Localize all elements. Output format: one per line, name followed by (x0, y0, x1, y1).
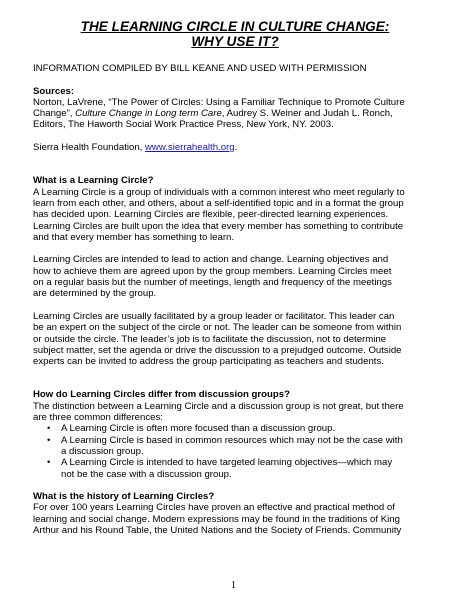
list-item-text: A Learning Circle is intended to have targeted learning objectives—which may (61, 457, 393, 469)
source-1-line-3: Editors, The Haworth Social Work Practice Press, New York, NY. 2003. (33, 119, 334, 131)
text-line: on a regular basis but the number of meetings, length and frequency of the meetings (33, 277, 392, 289)
text-line: has decided upon. Learning Circles are flexible, peer-directed learning experiences. (33, 209, 389, 221)
differences-list (33, 423, 437, 479)
history-paragraph-1 (33, 502, 437, 536)
source-1-line-2-post: , Audrey S. Weiner and Judah L. Ronch, (221, 108, 393, 120)
text-line: For over 100 years Learning Circles have proven an effective and practical method of (33, 502, 395, 514)
sources-heading: Sources: (33, 85, 75, 97)
source-1-line-2-pre: Change”, (33, 108, 76, 120)
source-2-pre: Sierra Health Foundation, (33, 142, 145, 154)
source-1-line-2 (33, 108, 437, 119)
text-line: Learning Circles are built upon the idea that every member has something to contribute (33, 220, 404, 232)
text-line: how to achieve them are agreed upon by the group members. Learning Circles meet (33, 265, 392, 277)
text-line: or outside the circle. The leader’s job is to facilitate the discussion, not to determine (33, 333, 387, 345)
list-item-text: A Learning Circle is often more focused than a discussion group. (61, 423, 336, 435)
bullet-icon: • (47, 434, 51, 446)
list-item (33, 435, 437, 458)
text-line: are determined by the group. (33, 288, 157, 300)
text-line: learning and social change. Modern expressions may be found in the traditions of King (33, 513, 400, 525)
what-is-paragraph-2 (33, 254, 437, 299)
source-2-post: . (234, 142, 238, 154)
what-is-heading: What is a Learning Circle? (33, 175, 154, 187)
source-2 (33, 142, 437, 153)
list-item (33, 423, 437, 434)
text-line: experts can be invited to address the group participating as teachers and students. (33, 356, 384, 368)
source-1-line-1: Norton, LaVrene, “The Power of Circles: Using a Familiar Technique to Promote Culture (33, 96, 405, 108)
bullet-icon: • (47, 423, 51, 435)
text-line: and that every member has something to learn. (33, 231, 235, 243)
bullet-icon: • (47, 457, 51, 469)
text-line: Learning Circles are intended to lead to action and change. Learning objectives and (33, 254, 389, 266)
source-1-book-title: Culture Change in Long term Care (75, 108, 222, 120)
text-line: The distinction between a Learning Circle and a discussion group is not great, but there (33, 400, 404, 412)
list-item (33, 457, 437, 480)
history-heading: What is the history of Learning Circles? (33, 491, 215, 503)
list-item-text: A Learning Circle is based in common resources which may not be the case with (61, 434, 403, 446)
what-is-paragraph-3 (33, 311, 437, 367)
text-line: Learning Circles are usually facilitated by a group leader or facilitator. This leader can (33, 310, 395, 322)
text-line: are three common differences: (33, 412, 163, 424)
what-is-paragraph-1 (33, 187, 437, 243)
differ-intro (33, 401, 437, 424)
text-line: be an expert on the subject of the circle or not. The leader can be someone from within (33, 322, 402, 334)
sierra-health-link[interactable]: www.sierrahealth.org (145, 142, 235, 154)
text-line: A Learning Circle is a group of individuals with a common interest who meet regularly to (33, 186, 405, 198)
document-title-line-1: THE LEARNING CIRCLE IN CULTURE CHANGE: (80, 19, 390, 34)
text-line: learn from each other, and others, about a self-identified topic and in a format the group (33, 197, 404, 209)
list-item-text: a discussion group. (61, 445, 144, 457)
document-title-line-2: WHY USE IT? (191, 34, 279, 49)
list-item-text: not be the case with a discussion group. (61, 468, 232, 480)
differ-heading: How do Learning Circles differ from discussion groups? (33, 389, 290, 401)
page-number: 1 (231, 580, 236, 591)
text-line: subject matter, set the agenda or drive the discussion to a prejudged outcome. Outside (33, 344, 402, 356)
text-line: Arthur and his Round Table, the United Nations and the Society of Friends. Community (33, 524, 402, 536)
compiled-by-note: INFORMATION COMPILED BY BILL KEANE AND USED WITH PERMISSION (33, 63, 367, 74)
